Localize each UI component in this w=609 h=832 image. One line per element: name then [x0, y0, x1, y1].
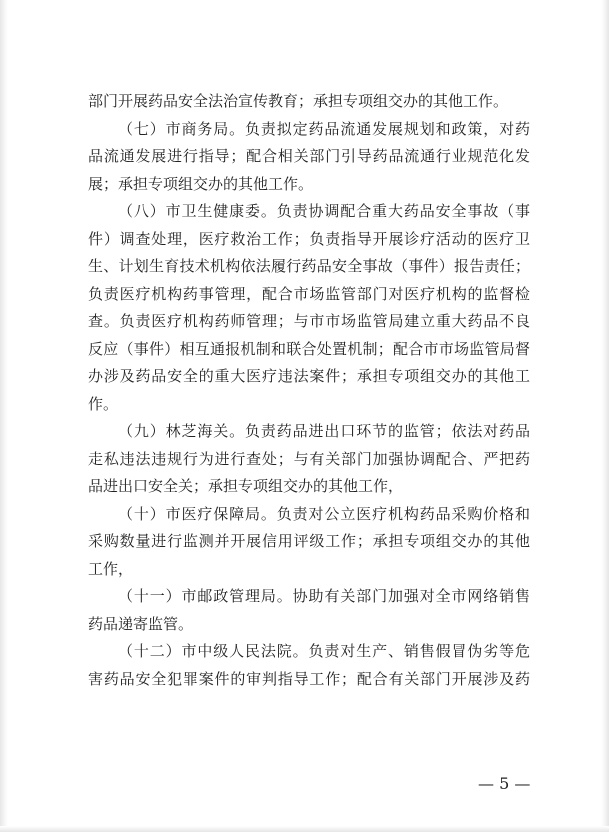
paragraph-line: 部门开展药品安全法治宣传教育；承担专项组交办的其他工作。 [88, 92, 509, 110]
paragraph-line: 走私违法违规行为进行查处；与有关部门加强协调配合、严把药 [88, 449, 530, 468]
page-edge-bottom [0, 826, 609, 832]
page-edge-right [601, 0, 609, 832]
paragraph-line: 查。负责医疗机构药师管理；与市市场监管局建立重大药品不良 [88, 312, 530, 330]
paragraph-line: 品进出口安全关；承担专项组交办的其他工作， [88, 477, 404, 495]
paragraph-line: 害药品安全犯罪案件的审判指导工作；配合有关部门开展涉及药 [88, 669, 530, 688]
paragraph-line: 展；承担专项组交办的其他工作。 [88, 174, 314, 193]
paragraph-line: 件）调查处理，医疗救治工作；负责指导开展诊疗活动的医疗卫 [88, 229, 530, 248]
paragraph-line: 生、计划生育技术机构依法履行药品安全事故（事件）报告责任； [88, 257, 530, 275]
body-text [88, 88, 530, 693]
paragraph-line: （七）市商务局。负责拟定药品流通发展规划和政策，对药 [118, 119, 530, 138]
paragraph-line: 作。 [88, 394, 119, 413]
paragraph-line: 品流通发展进行指导；配合相关部门引导药品流通行业规范化发 [88, 147, 530, 165]
paragraph-line: （十二）市中级人民法院。负责对生产、销售假冒伪劣等危 [118, 642, 530, 660]
paragraph-line: 药品递寄监管。 [88, 614, 194, 633]
page-edge-left [0, 0, 8, 832]
page-number: — 5 — [478, 774, 531, 793]
paragraph-line: （八）市卫生健康委。负责协调配合重大药品安全事故（事 [118, 202, 530, 220]
paragraph-line: 负责医疗机构药事管理，配合市场监管部门对医疗机构的监督检 [88, 284, 530, 303]
paragraph-line: 采购数量进行监测并开展信用评级工作；承担专项组交办的其他 [88, 532, 530, 550]
paragraph-line: 办涉及药品安全的重大医疗违法案件；承担专项组交办的其他工 [88, 367, 530, 385]
paragraph-line: 反应（事件）相互通报机制和联合处置机制；配合市市场监管局督 [88, 339, 530, 358]
paragraph-line: 工作， [88, 559, 134, 578]
paragraph-line: （九）林芝海关。负责药品进出口环节的监管；依法对药品 [118, 422, 530, 440]
paragraph-line: （十）市医疗保障局。负责对公立医疗机构药品采购价格和 [118, 504, 530, 523]
paragraph-line: （十一）市邮政管理局。协助有关部门加强对全市网络销售 [118, 587, 530, 605]
